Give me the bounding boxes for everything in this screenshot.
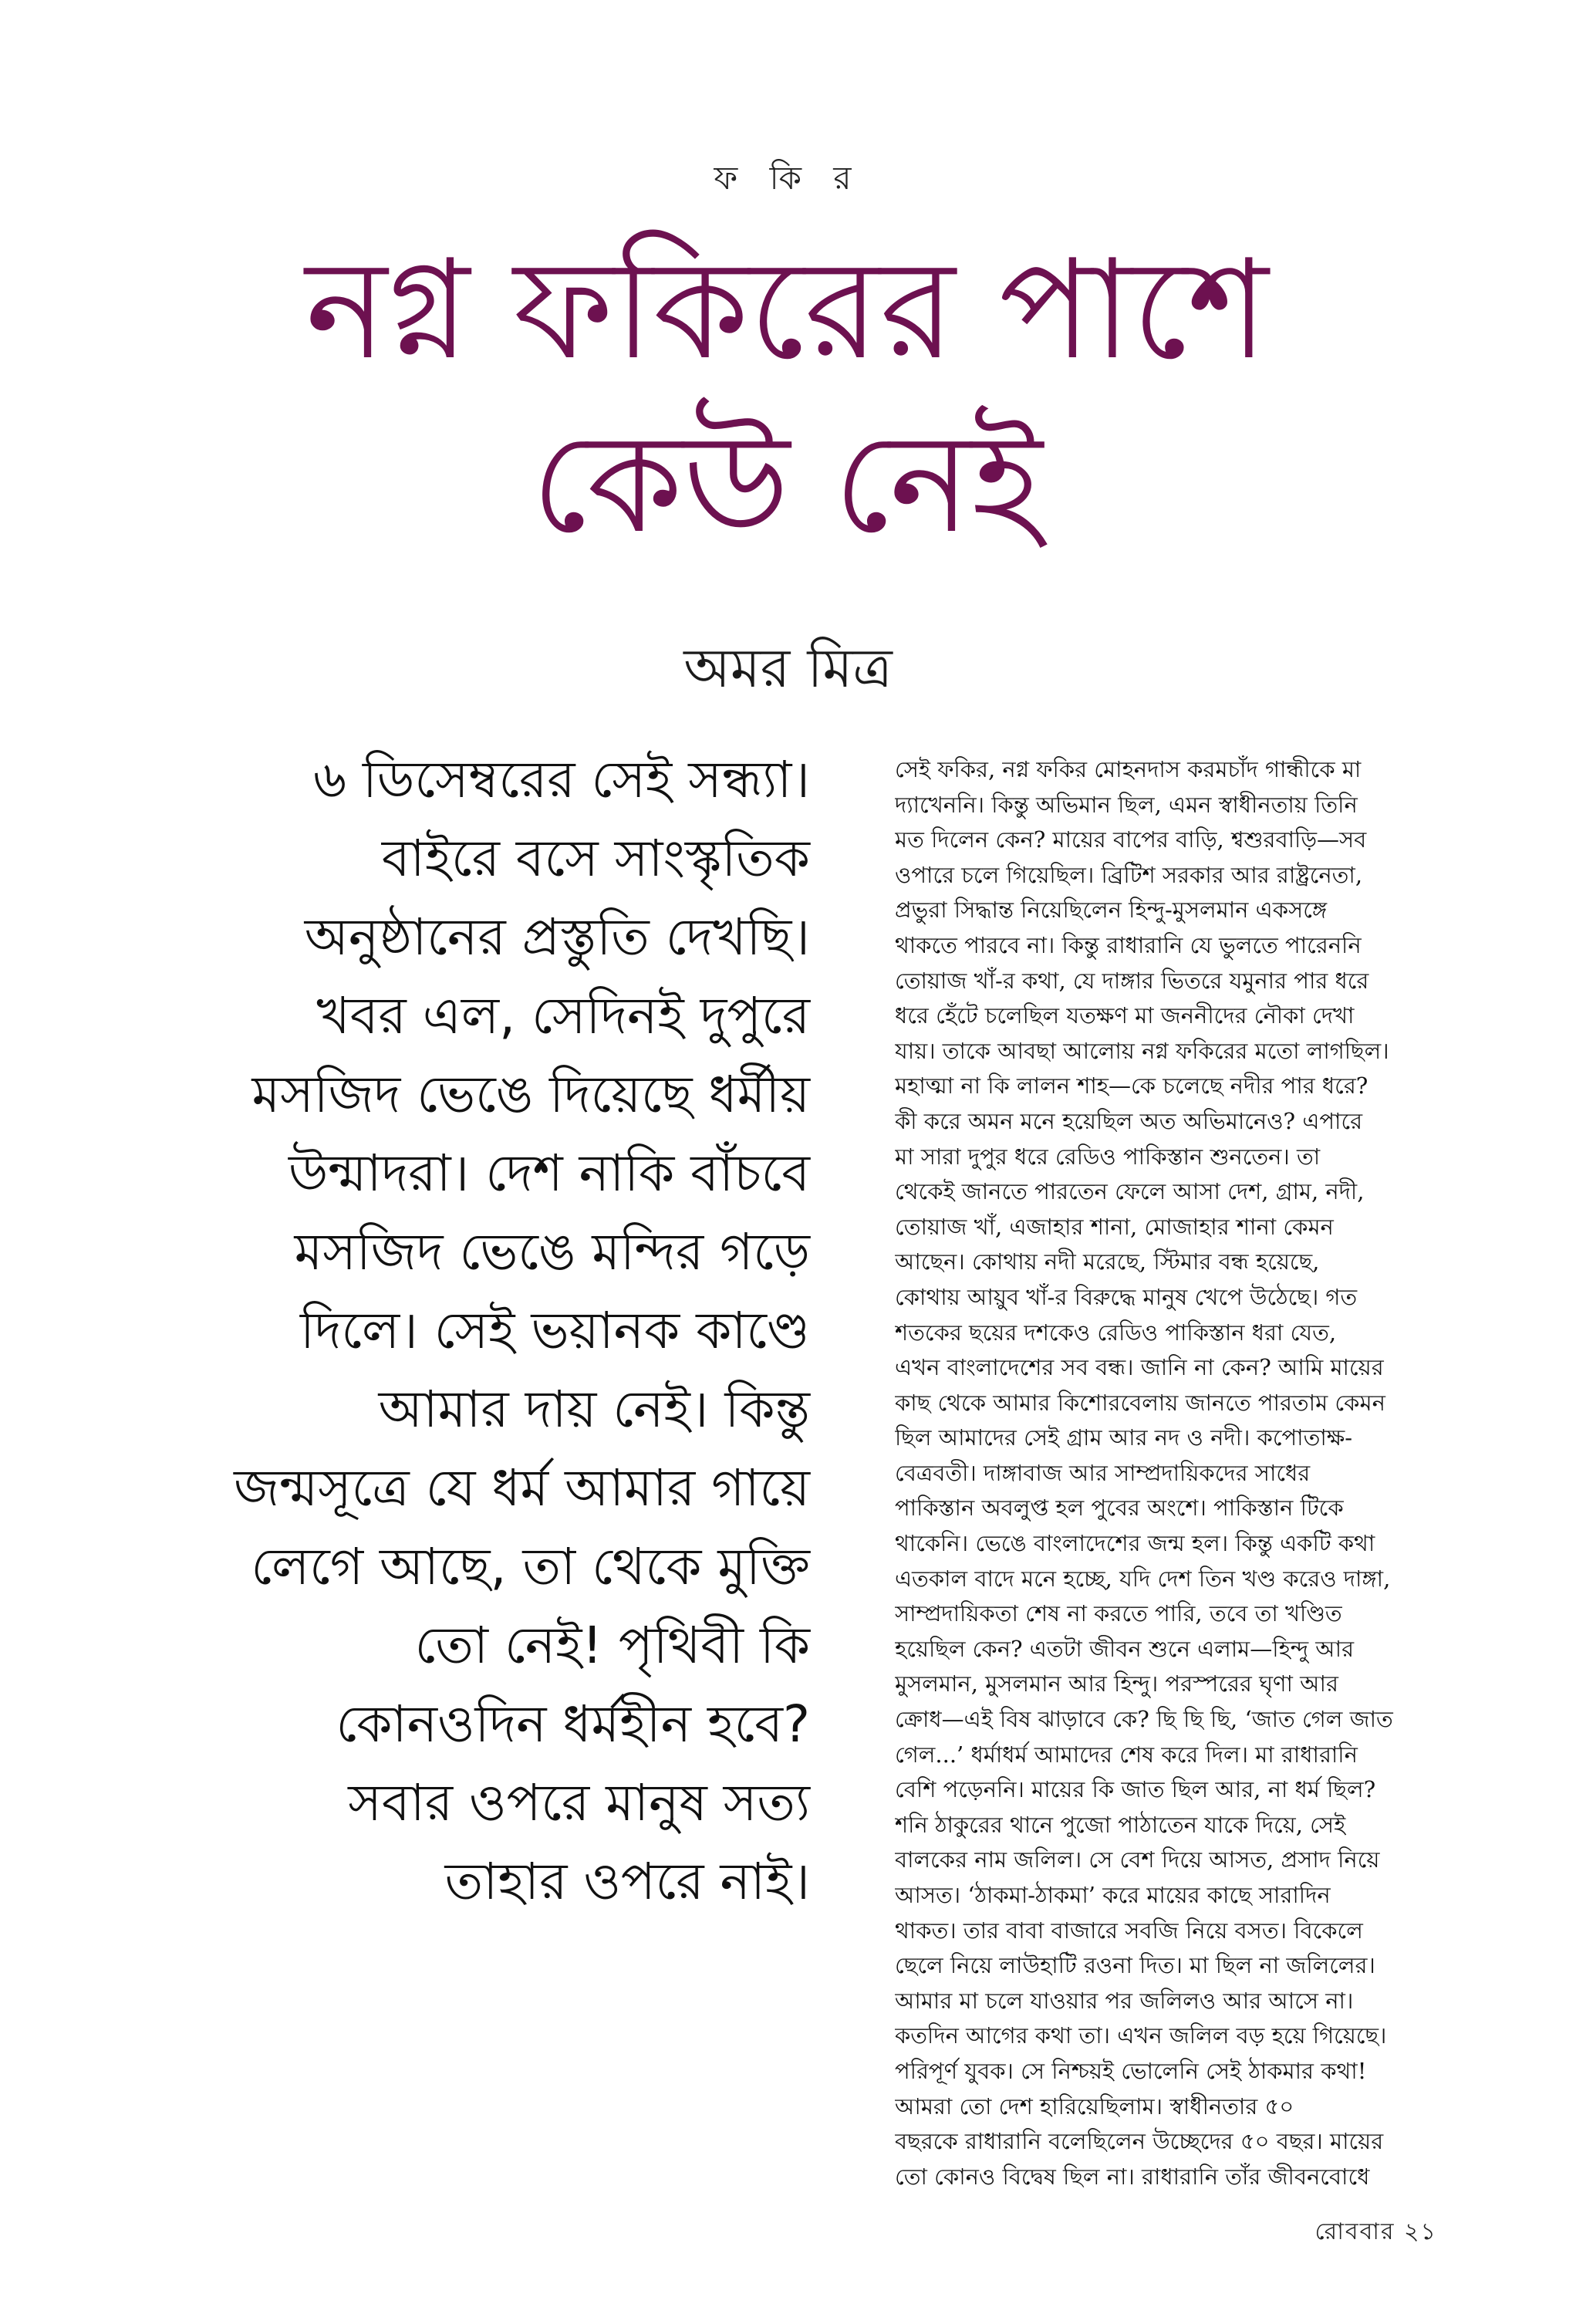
pull-quote-line: মসজিদ ভেঙে দিয়েছে ধর্মীয় bbox=[251, 1065, 810, 1124]
body-text-line: কী করে অমন মনে হয়েছিল অত অভিমানেও? এপারে bbox=[895, 1107, 1363, 1134]
body-text-line: সাম্প্রদায়িকতা শেষ না করতে পারি, তবে তা খণ্ডিত bbox=[895, 1600, 1342, 1627]
pull-quote-line: জন্মসূত্রে যে ধর্ম আমার গায়ে bbox=[234, 1458, 810, 1518]
body-text-line: ছেলে নিয়ে লাউহাটি রওনা দিত। মা ছিল না জলিলের। bbox=[895, 1952, 1375, 1979]
body-text-line: বালকের নাম জলিল। সে বেশ দিয়ে আসত, প্রসাদ নিয়ে bbox=[895, 1846, 1380, 1873]
body-text-line: কতদিন আগের কথা তা। এখন জলিল বড় হয়ে গিয়েছে। bbox=[895, 2022, 1387, 2049]
body-text-line: আমার মা চলে যাওয়ার পর জলিলও আর আসে না। bbox=[895, 1987, 1354, 2014]
body-text-line: ওপারে চলে গিয়েছিল। ব্রিটিশ সরকার আর রাষ্ট্রনেতা, bbox=[895, 861, 1363, 888]
pull-quote-line: তো নেই! পৃথিবী কি bbox=[414, 1616, 810, 1675]
pull-quote-line: খবর এল, সেদিনই দুপুরে bbox=[316, 986, 810, 1045]
pull-quote-line: উন্মাদরা। দেশ নাকি বাঁচবে bbox=[289, 1143, 810, 1203]
body-text-line: যায়। তাকে আবছা আলোয় নগ্ন ফকিরের মতো লাগছিল। bbox=[895, 1037, 1389, 1064]
body-text-line: বছরকে রাধারানি বলেছিলেন উচ্ছেদের ৫০ বছর। মায়ের bbox=[895, 2128, 1384, 2155]
body-text-line: তোয়াজ খাঁ-র কথা, যে দাঙ্গার ভিতরে যমুনার পার ধরে bbox=[895, 967, 1369, 994]
headline-line-1: নগ্ন ফকিরের পাশে bbox=[305, 230, 1269, 390]
body-text-line: মুসলমান, মুসলমান আর হিন্দু। পরস্পরের ঘৃণা আর bbox=[895, 1670, 1338, 1697]
body-text-line: শতকের ছয়ের দশকেও রেডিও পাকিস্তান ধরা যেত, bbox=[895, 1319, 1337, 1346]
body-text-line: ধরে হেঁটে চলেছিল যতক্ষণ মা জননীদের নৌকা দেখা bbox=[895, 1002, 1355, 1029]
body-text-line: ক্রোধ—এই বিষ ঝাড়াবে কে? ছি ছি ছি, ‘জাত গেল জাত bbox=[895, 1706, 1393, 1733]
body-text-line: থাকত। তার বাবা বাজারে সবজি নিয়ে বসত। বিকেলে bbox=[895, 1917, 1363, 1944]
pull-quote bbox=[147, 741, 810, 1921]
body-text-line: তো কোনও বিদ্বেষ ছিল না। রাধারানি তাঁর জীবনবোধে bbox=[895, 2163, 1370, 2190]
body-text-line: মত দিলেন কেন? মায়ের বাপের বাড়ি, শ্বশুরবাড়ি—সব bbox=[895, 826, 1367, 853]
body-text-line: সেই ফকির, নগ্ন ফকির মোহনদাস করমচাঁদ গান্ধীকে মা bbox=[895, 756, 1362, 782]
page-folio: রোববার ২১ bbox=[1314, 2218, 1437, 2245]
pull-quote-line: লেগে আছে, তা থেকে মুক্তি bbox=[251, 1537, 810, 1596]
body-text-line: মা সারা দুপুর ধরে রেডিও পাকিস্তান শুনতেন। তা bbox=[895, 1143, 1321, 1170]
pull-quote-line: বাইরে বসে সাংস্কৃতিক bbox=[381, 829, 810, 888]
body-text-line: বেত্রবতী। দাঙ্গাবাজ আর সাম্প্রদায়িকদের সাধের bbox=[895, 1459, 1311, 1486]
body-text-line: আমরা তো দেশ হারিয়েছিলাম। স্বাধীনতার ৫০ bbox=[895, 2093, 1294, 2120]
body-text-line: দ্যাখেননি। কিন্তু অভিমান ছিল, এমন স্বাধীনতায় তিনি bbox=[895, 791, 1358, 818]
pull-quote-line: আমার দায় নেই। কিন্তু bbox=[378, 1380, 810, 1439]
body-text-line: মহাত্মা না কি লালন শাহ—কে চলেছে নদীর পার ধরে? bbox=[895, 1072, 1368, 1100]
pull-quote-line: দিলে। সেই ভয়ানক কাণ্ডে bbox=[299, 1301, 810, 1360]
body-text-line: তোয়াজ খাঁ, এজাহার শানা, মোজাহার শানা কেমন bbox=[895, 1213, 1334, 1240]
body-text-line: এখন বাংলাদেশের সব বন্ধ। জানি না কেন? আমি মায়ের bbox=[895, 1354, 1384, 1381]
pull-quote-line: সবার ওপরে মানুষ সত্য bbox=[348, 1773, 810, 1833]
body-text-line: থেকেই জানতে পারতেন ফেলে আসা দেশ, গ্রাম, নদী, bbox=[895, 1178, 1365, 1205]
body-text-line: ছিল আমাদের সেই গ্রাম আর নদ ও নদী। কপোতাক্ষ- bbox=[895, 1424, 1353, 1451]
pull-quote-line: ৬ ডিসেম্বরের সেই সন্ধ্যা। bbox=[313, 750, 810, 809]
pull-quote-line: অনুষ্ঠানের প্রস্তুতি দেখছি। bbox=[304, 907, 810, 967]
body-text-line: হয়েছিল কেন? এতটা জীবন শুনে এলাম—হিন্দু আর bbox=[895, 1635, 1355, 1662]
body-text-line: কাছ থেকে আমার কিশোরবেলায় জানতে পারতাম কেমন bbox=[895, 1389, 1385, 1416]
body-text-line: পাকিস্তান অবলুপ্ত হল পুবের অংশে। পাকিস্তান টিকে bbox=[895, 1495, 1344, 1522]
author-byline: অমর মিত্র bbox=[683, 637, 893, 700]
section-kicker: ফ কি র bbox=[714, 159, 862, 197]
pull-quote-line: মসজিদ ভেঙে মন্দির গড়ে bbox=[294, 1222, 810, 1282]
body-text-line: প্রভুরা সিদ্ধান্ত নিয়েছিলেন হিন্দু-মুসলমান একসঙ্গে bbox=[895, 897, 1328, 924]
article-body-column bbox=[895, 752, 1443, 2194]
body-text-line: বেশি পড়েননি। মায়ের কি জাত ছিল আর, না ধর্ম ছিল? bbox=[895, 1776, 1376, 1803]
body-text-line: আসত। ‘ঠাকমা-ঠাকমা’ করে মায়ের কাছে সারাদিন bbox=[895, 1882, 1331, 1908]
headline-line-2: কেউ নেই bbox=[531, 403, 1043, 563]
body-text-line: এতকাল বাদে মনে হচ্ছে, যদি দেশ তিন খণ্ড করেও দাঙ্গা, bbox=[895, 1565, 1391, 1592]
body-text-line: থাকতে পারবে না। কিন্তু রাধারানি যে ভুলতে পারেননি bbox=[895, 931, 1362, 958]
pull-quote-line: তাহার ওপরে নাই। bbox=[444, 1852, 810, 1911]
body-text-line: পরিপূর্ণ যুবক। সে নিশ্চয়ই ভোলেনি সেই ঠাকমার কথা! bbox=[895, 2057, 1367, 2084]
pull-quote-line: কোনওদিন ধর্মহীন হবে? bbox=[336, 1694, 810, 1754]
body-text-line: শনি ঠাকুরের থানে পুজো পাঠাতেন যাকে দিয়ে, সেই bbox=[895, 1811, 1346, 1838]
body-text-line: গেল...’ ধর্মাধর্ম আমাদের শেষ করে দিল। মা রাধারানি bbox=[895, 1741, 1358, 1768]
body-text-line: কোথায় আয়ুব খাঁ-র বিরুদ্ধে মানুষ খেপে উঠেছে। গত bbox=[895, 1283, 1358, 1310]
body-text-line: আছেন। কোথায় নদী মরেছে, স্টিমার বন্ধ হয়েছে, bbox=[895, 1248, 1320, 1275]
body-text-line: থাকেনি। ভেঙে বাংলাদেশের জন্ম হল। কিন্তু একটি কথা bbox=[895, 1530, 1375, 1557]
article-headline bbox=[93, 231, 1481, 562]
